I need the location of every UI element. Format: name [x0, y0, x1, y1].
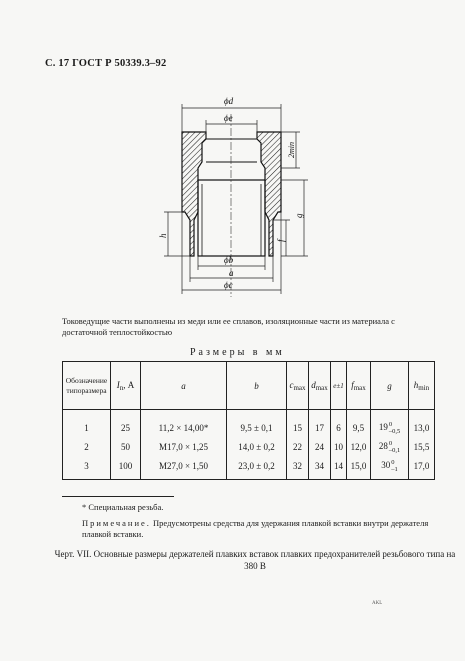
cell-a: М27,0 × 1,50	[141, 456, 227, 480]
dim-f-label: f	[276, 239, 286, 242]
header-e: e±1	[331, 362, 347, 410]
cell-type: 2	[63, 437, 111, 456]
cell-c: 15	[287, 410, 309, 438]
remark-text: Предусмотрены средства для удержания плавкой вставки внутри держателя плавкой вставки.	[82, 518, 429, 539]
header-h: $h_{min}$	[409, 362, 435, 410]
cell-in: 25	[111, 410, 141, 438]
cell-d: 17	[309, 410, 331, 438]
remark-label: Примечание.	[82, 518, 151, 528]
dim-c-label: ϕc	[224, 280, 233, 290]
cell-b: 23,0 ± 0,2	[227, 456, 287, 480]
cell-type: 3	[63, 456, 111, 480]
cell-g: 190 –0,5	[371, 410, 409, 438]
cell-e: 10	[331, 437, 347, 456]
cell-h: 13,0	[409, 410, 435, 438]
cell-b: 14,0 ± 0,2	[227, 437, 287, 456]
table-row	[63, 437, 435, 456]
technical-drawing	[150, 92, 320, 307]
cell-type: 1	[63, 410, 111, 438]
cell-a: 11,2 × 14,00*	[141, 410, 227, 438]
cell-g: 300 –1	[371, 456, 409, 480]
cell-h: 17,0	[409, 456, 435, 480]
cell-c: 22	[287, 437, 309, 456]
header-in: $I_n$, А	[111, 362, 141, 410]
cell-f: 12,0	[347, 437, 371, 456]
table-row	[63, 410, 435, 438]
header-g: g	[371, 362, 409, 410]
footnote-divider	[62, 496, 174, 497]
header-b: b	[227, 362, 287, 410]
cell-a: М17,0 × 1,25	[141, 437, 227, 456]
remark	[82, 518, 442, 540]
dim-b-label: ϕb	[224, 255, 234, 265]
header-f: $f_{max}$	[347, 362, 371, 410]
dim-h-label: h	[158, 233, 168, 238]
cell-in: 100	[111, 456, 141, 480]
cell-c: 32	[287, 456, 309, 480]
header-a: a	[141, 362, 227, 410]
cell-g: 280 –0,1	[371, 437, 409, 456]
dim-a-label: a	[229, 268, 234, 278]
header-type: Обозначение типоразмера	[63, 362, 111, 410]
page-header: С. 17 ГОСТ Р 50339.3–92	[45, 58, 167, 69]
cell-e: 6	[331, 410, 347, 438]
header-d: $d_{max}$	[309, 362, 331, 410]
cell-d: 24	[309, 437, 331, 456]
dim-g-label: g	[294, 213, 304, 218]
header-c: $c_{max}$	[287, 362, 309, 410]
figure-caption: Черт. VII. Основные размеры держателей плавких вставок плавких предохранителей резьбового типа на 380 В	[54, 549, 456, 571]
table-title: Размеры в мм	[190, 347, 285, 358]
page-mark: AKL	[372, 601, 383, 606]
footnote: * Специальная резьба.	[82, 502, 164, 512]
cell-f: 9,5	[347, 410, 371, 438]
cell-h: 15,5	[409, 437, 435, 456]
table-row	[63, 456, 435, 480]
cell-in: 50	[111, 437, 141, 456]
table-header-row	[63, 362, 435, 410]
cell-f: 15,0	[347, 456, 371, 480]
dim-2min-label: 2min	[287, 142, 296, 158]
cell-b: 9,5 ± 0,1	[227, 410, 287, 438]
dim-d-label: ϕd	[224, 96, 234, 106]
dim-e-label: ϕe	[224, 113, 233, 123]
dimensions-table	[62, 361, 435, 480]
cell-e: 14	[331, 456, 347, 480]
cell-d: 34	[309, 456, 331, 480]
material-note: Токоведущие части выполнены из меди или ее сплавов, изоляционные части из материала с достаточной теплостойкостью	[62, 316, 395, 337]
